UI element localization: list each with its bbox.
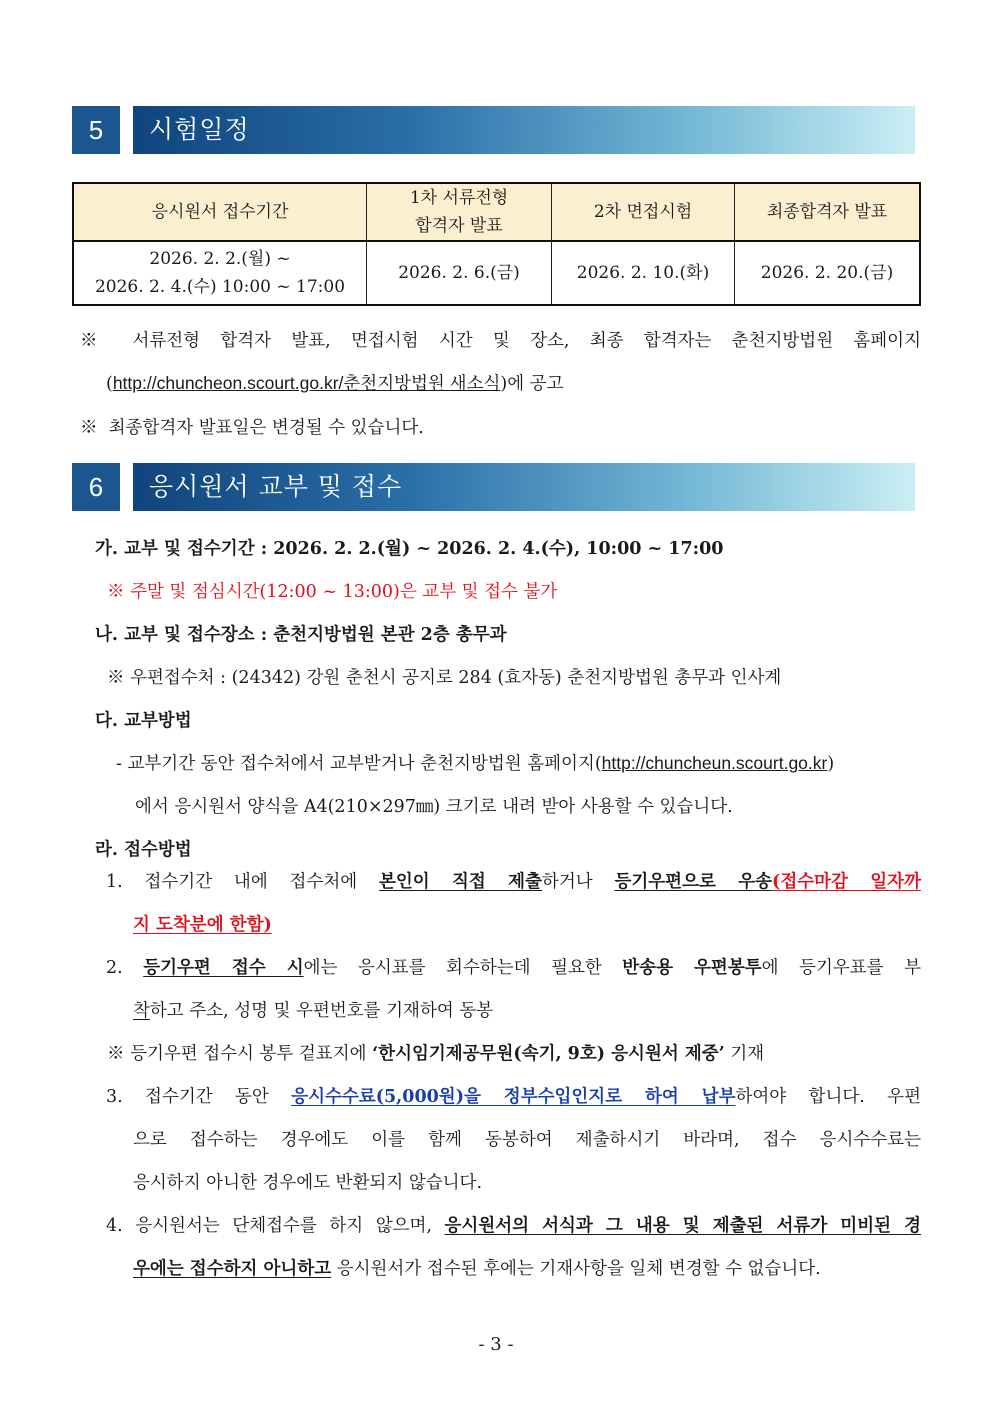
table-header-cell: 2차 면접시험 [552, 183, 735, 241]
page-number: - 3 - [478, 1334, 514, 1355]
item-ra-1-line2 [133, 911, 272, 936]
text: ※ 등기우편 접수시 봉투 겉표지에 [107, 1044, 373, 1064]
text: 3. 접수기간 동안 [106, 1087, 292, 1107]
emphasis: 응시원서의 서식과 그 내용 및 제출된 서류가 미비된 경 [444, 1216, 921, 1236]
item-ga: 가. 교부 및 접수기간 : 2026. 2. 2.(월) ~ 2026. 2. 4.(수), 10:00 ~ 17:00 [95, 539, 724, 559]
table-header-cell: 응시원서 접수기간 [73, 183, 367, 241]
item-ra-2-line1 [106, 954, 921, 979]
item-da-line2: 에서 응시원서 양식을 A4(210×297㎜) 크기로 내려 받아 사용할 수 있습니다. [135, 797, 733, 817]
item-ga-note: ※ 주말 및 점심시간(12:00 ~ 13:00)은 교부 및 접수 불가 [107, 582, 558, 602]
text: 1. 접수기간 내에 접수처에 [106, 872, 379, 892]
emphasis: ‘한시임기제공무원(속기, 9호) 응시원서 제중’ [372, 1044, 725, 1064]
item-ra-3-line3: 응시하지 아니한 경우에도 반환되지 않습니다. [133, 1173, 483, 1193]
item-da-line1 [116, 750, 834, 775]
table-header-cell [367, 183, 552, 241]
table-cell: 2026. 2. 10.(화) [552, 241, 735, 305]
cell-text: 2026. 2. 4.(수) 10:00 ~ 17:00 [94, 277, 346, 297]
emphasis: 반송용 우편봉투 [622, 958, 762, 978]
item-ra-1-line1 [106, 868, 921, 893]
note-text: 서류전형 합격자 발표, 면접시험 시간 및 장소, 최종 합격자는 춘천지방법원 홈페이지 [132, 331, 921, 351]
emphasis: 등기우편으로 우송 [614, 872, 773, 892]
text: 응시원서가 접수된 후에는 기재사항을 일체 변경할 수 없습니다. [331, 1259, 821, 1279]
text: - 교부기간 동안 접수처에서 교부받거나 춘천지방법원 홈페이지( [116, 754, 602, 774]
emphasis: 우에는 접수하지 아니하고 [133, 1259, 332, 1279]
item-ra-4-line1 [106, 1212, 921, 1237]
schedule-table [72, 182, 921, 306]
table-header-cell: 최종합격자 발표 [735, 183, 921, 241]
note-text: ( [106, 374, 113, 394]
item-ra-4-line2 [133, 1255, 821, 1280]
homepage-link[interactable]: http://chuncheun.scourt.go.kr [601, 753, 828, 773]
note-line [106, 370, 564, 395]
text: 4. 응시원서는 단체접수를 하지 않으며, [106, 1216, 445, 1236]
section-number: 5 [72, 106, 120, 154]
item-ra-3-line1 [106, 1083, 921, 1108]
section-title: 시험일정 [133, 106, 915, 154]
item-na: 나. 교부 및 접수장소 : 춘천지방법원 본관 2층 총무과 [95, 625, 507, 645]
emphasis-red: (접수마감 일자까 [772, 872, 921, 892]
text: 2. [106, 958, 144, 978]
cell-text: 2026. 2. 2.(월) ~ [149, 249, 291, 269]
item-na-note: ※ 우편접수처 : (24342) 강원 춘천시 공지로 284 (효자동) 춘천지방법원 총무과 인사계 [107, 668, 782, 688]
emphasis: 등기우편 접수 시 [143, 958, 304, 978]
table-cell [73, 241, 367, 305]
text: ) [827, 754, 835, 774]
homepage-link[interactable]: http://chuncheon.scourt.go.kr/춘천지방법원 새소식 [112, 373, 501, 393]
text: 하여야 합니다. 우편 [735, 1087, 921, 1107]
header-text: 1차 서류전형 [409, 188, 509, 208]
item-da: 다. 교부방법 [95, 711, 192, 731]
section-5-header [72, 106, 915, 154]
item-ra-2-note [107, 1040, 764, 1065]
note-line [80, 414, 424, 439]
text: 에는 응시표를 회수하는데 필요한 [303, 958, 623, 978]
text: 에 등기우표를 부 [761, 958, 921, 978]
item-ra-2-line2 [133, 997, 493, 1022]
emphasis: 본인이 직접 제출 [378, 872, 542, 892]
table-cell: 2026. 2. 20.(금) [735, 241, 921, 305]
note-line [80, 327, 921, 352]
table-row [73, 241, 920, 305]
note-mark: ※ [80, 331, 113, 351]
text: 하거나 [541, 872, 615, 892]
section-title: 응시원서 교부 및 접수 [133, 463, 915, 511]
emphasis-red: 지 도착분에 한함) [133, 915, 272, 935]
text: 기재 [724, 1044, 765, 1064]
table-header-row [73, 183, 920, 241]
item-ra: 라. 접수방법 [95, 840, 192, 860]
section-number: 6 [72, 463, 120, 511]
table-cell: 2026. 2. 6.(금) [367, 241, 552, 305]
header-text: 합격자 발표 [415, 216, 503, 236]
note-mark: ※ [80, 418, 98, 438]
text: 하고 주소, 성명 및 우편번호를 기재하여 동봉 [149, 1001, 494, 1021]
text: 착 [133, 1001, 150, 1021]
note-text: )에 공고 [500, 374, 564, 394]
note-text: 최종합격자 발표일은 변경될 수 있습니다. [108, 418, 424, 438]
section-6-header [72, 463, 915, 511]
emphasis-blue: 응시수수료(5,000원)을 정부수입인지로 하여 납부 [291, 1087, 736, 1107]
item-ra-3-line2: 으로 접수하는 경우에도 이를 함께 동봉하여 제출하시기 바라며, 접수 응시수수료는 [133, 1130, 921, 1150]
